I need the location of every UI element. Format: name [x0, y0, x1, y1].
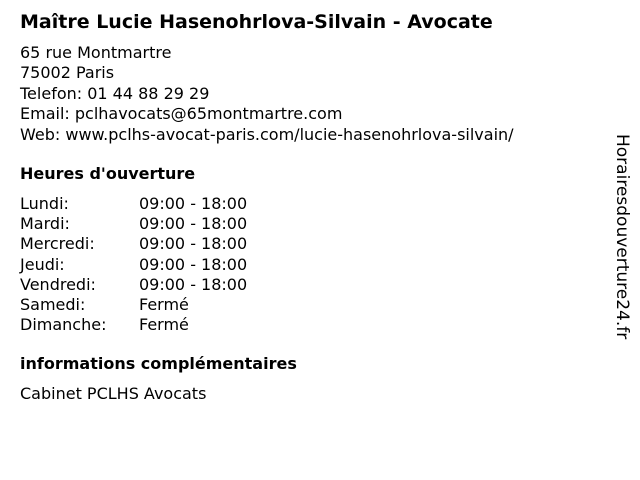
- hours-day: Mardi:: [20, 214, 70, 234]
- hours-row-saturday: [20, 295, 247, 315]
- hours-time: 09:00 - 18:00: [139, 214, 248, 234]
- address-city: 75002 Paris: [20, 63, 115, 83]
- page-title: Maître Lucie Hasenohrlova-Silvain - Avocate: [20, 11, 493, 33]
- site-watermark-label: Horairesdouverture24.fr: [612, 134, 632, 340]
- email-address: Email: pclhavocats@65montmartre.com: [20, 104, 343, 124]
- hours-day: Samedi:: [20, 295, 86, 315]
- website-url: Web: www.pclhs-avocat-paris.com/lucie-hasenohrlova-silvain/: [20, 124, 514, 144]
- hours-row-tuesday: [20, 214, 247, 234]
- hours-day: Jeudi:: [20, 254, 65, 274]
- hours-time: 09:00 - 18:00: [139, 234, 248, 254]
- hours-day: Lundi:: [20, 194, 69, 213]
- additional-info-heading: informations complémentaires: [20, 354, 297, 373]
- hours-day: Dimanche:: [20, 315, 107, 335]
- contact-block: [20, 43, 514, 145]
- hours-row-sunday: [20, 315, 247, 335]
- hours-time: 09:00 - 18:00: [139, 194, 248, 213]
- additional-info-text: Cabinet PCLHS Avocats: [20, 384, 207, 403]
- hours-day: Vendredi:: [20, 274, 96, 294]
- hours-day: Mercredi:: [20, 234, 95, 254]
- hours-time: Fermé: [139, 315, 189, 335]
- opening-hours-heading: Heures d'ouverture: [20, 164, 196, 183]
- opening-hours-table: [20, 194, 247, 335]
- hours-row-thursday: [20, 255, 247, 275]
- hours-row-monday: [20, 194, 247, 214]
- hours-time: Fermé: [139, 295, 189, 315]
- address-street: 65 rue Montmartre: [20, 43, 172, 62]
- hours-time: 09:00 - 18:00: [139, 274, 248, 294]
- hours-time: 09:00 - 18:00: [139, 254, 248, 274]
- hours-row-friday: [20, 275, 247, 295]
- hours-row-wednesday: [20, 234, 247, 254]
- phone-number: Telefon: 01 44 88 29 29: [20, 83, 210, 103]
